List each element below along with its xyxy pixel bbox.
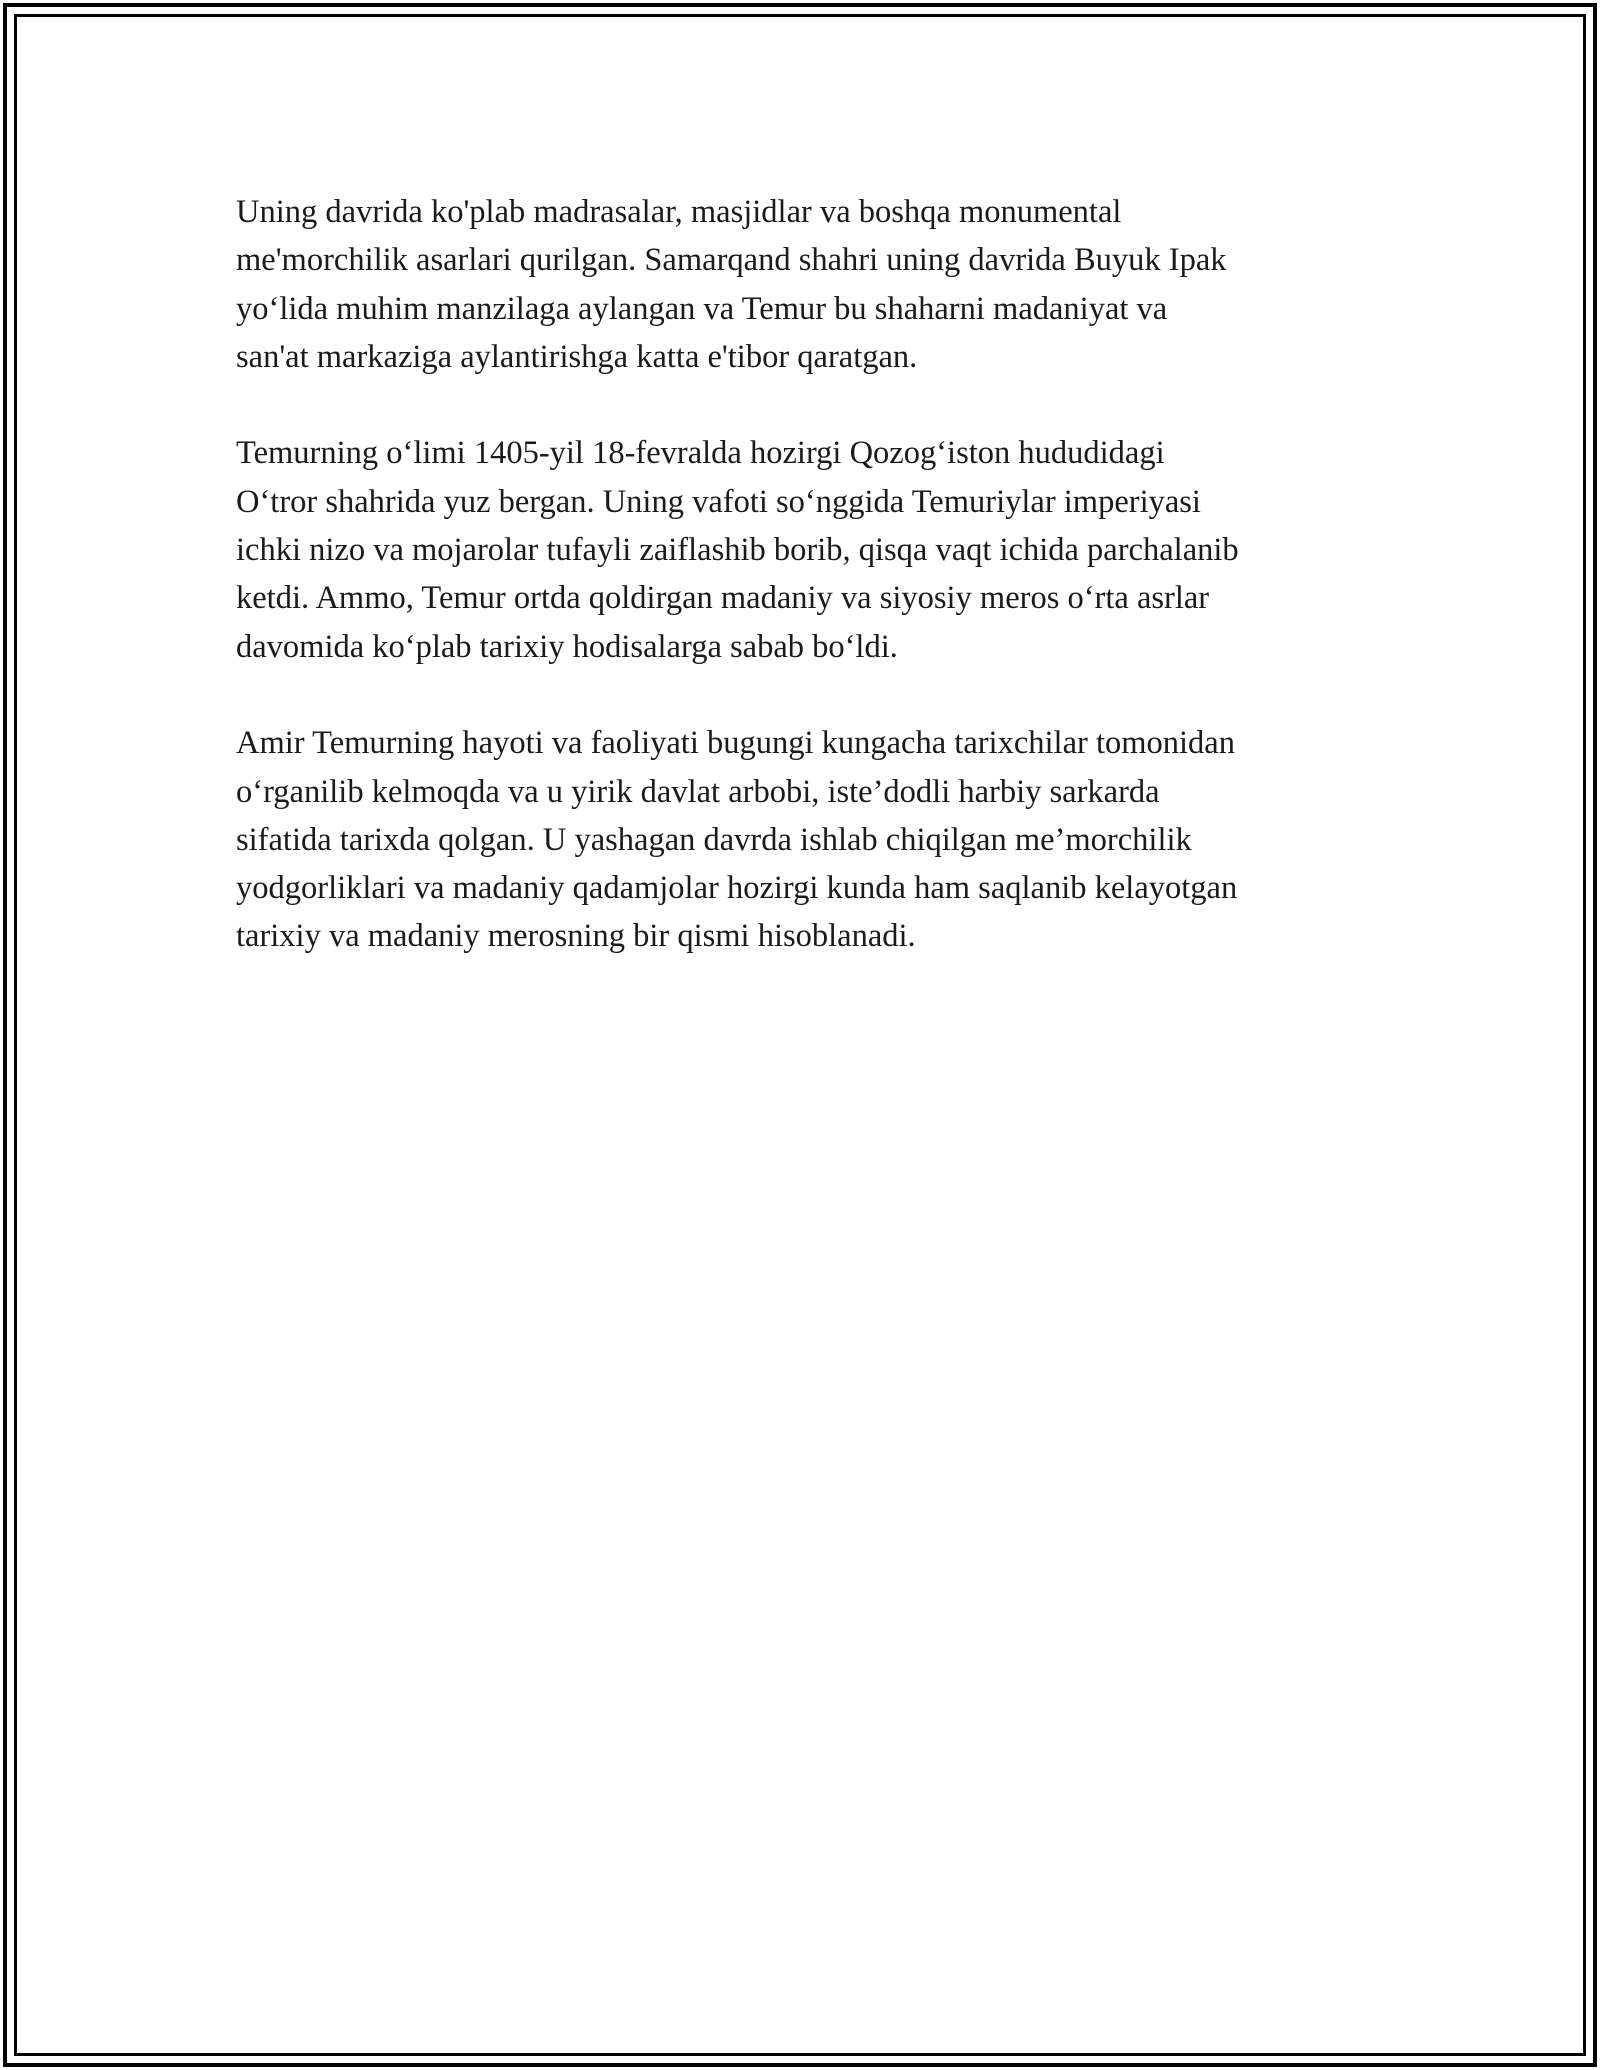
document-body — [236, 188, 1386, 1009]
paragraph-legacy: Amir Temurning hayoti va faoliyati bugungi kungacha tarixchilar tomonidan o‘rganilib kelmoqda va u yirik davlat arbobi, iste’dodli harbiy sarkarda sifatida tarixda qolgan. U yashagan davrda ishlab chiqilgan me’morchilik yodgorliklari va madaniy qadamjolar hozirgi kunda ham saqlanib kelayotgan tarixiy va madaniy merosning bir qismi hisoblanadi. — [236, 725, 1238, 955]
paragraph-temur-death: Temurning o‘limi 1405-yil 18-fevralda hozirgi Qozog‘iston hududidagi O‘tror shahrida yuz bergan. Uning vafoti so‘nggida Temuriylar imperiyasi ichki nizo va mojarolar tufayli zaiflashib borib, qisqa vaqt ichida parchalanib ketdi. Ammo, Temur ortda qoldirgan madaniy va siyosiy meros o‘rta asrlar davomida ko‘plab tarixiy hodisalarga sabab bo‘ldi. — [236, 435, 1239, 665]
paragraph-madrasalar: Uning davrida ko'plab madrasalar, masjidlar va boshqa monumental me'morchilik asarlari qurilgan. Samarqand shahri uning davrida Buyuk Ipak yo‘lida muhim manzilaga aylangan va Temur bu shaharni madaniyat va san'at markaziga aylantirishga katta e'tibor qaratgan. — [236, 194, 1227, 375]
